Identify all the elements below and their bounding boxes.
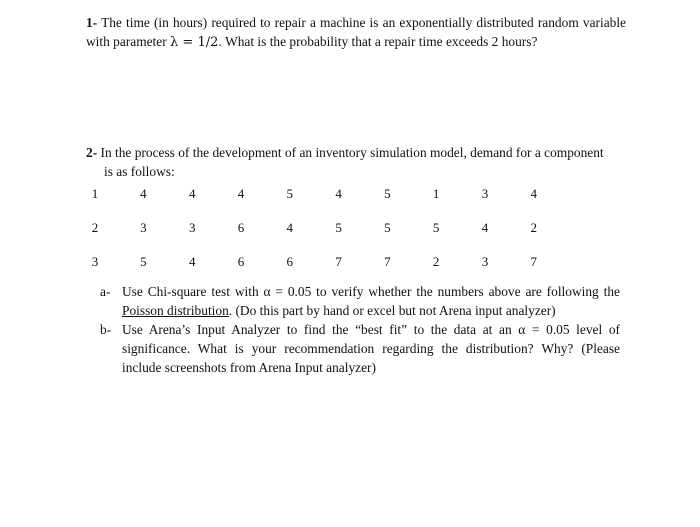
demand-cell: 4 [530, 186, 538, 201]
part-b [100, 320, 620, 377]
demand-cell: 4 [335, 186, 342, 201]
demand-cell: 5 [384, 220, 391, 235]
question-2-parts [100, 282, 620, 377]
question-1-parameter: λ = 1/2 [170, 35, 219, 50]
demand-cell: 5 [335, 220, 342, 235]
question-1-number: 1- [86, 15, 98, 30]
demand-cell: 3 [188, 220, 196, 235]
demand-cell: 4 [286, 220, 294, 235]
demand-cell: 5 [432, 220, 440, 235]
demand-cell: 4 [140, 186, 147, 201]
demand-cell: 5 [286, 186, 294, 201]
demand-cell: 2 [432, 254, 440, 269]
demand-cell: 4 [237, 186, 245, 201]
part-b-text: Use Arena’s Input Analyzer to find the “best fit” to the data at an α = 0.05 level of significance. What is your recommendation regarding the distribution? Why? (Please include screenshots from Arena Input analyzer) [122, 322, 620, 375]
question-2-intro-cont: is as follows: [104, 164, 175, 179]
question-1-text-end: . What is the probability that a repair time exceeds 2 hours? [218, 34, 538, 49]
demand-cell: 7 [384, 254, 391, 269]
row-index-cell: 1 [91, 186, 99, 201]
part-b-label: b- [100, 322, 112, 337]
demand-cell: 6 [237, 220, 245, 235]
demand-cell: 4 [188, 254, 196, 269]
demand-cell: 1 [432, 186, 440, 201]
demand-cell: 5 [140, 254, 147, 269]
demand-cell: 3 [140, 220, 147, 235]
demand-cell: 7 [335, 254, 342, 269]
demand-table [71, 186, 558, 288]
table-row [71, 220, 558, 254]
part-a-text [122, 282, 620, 320]
demand-cell: 4 [188, 186, 196, 201]
demand-cell: 6 [286, 254, 294, 269]
row-index-cell: 2 [91, 220, 99, 235]
part-a-text-2: . (Do this part by hand or excel but not Arena input analyzer) [228, 303, 556, 318]
part-a [100, 282, 620, 320]
demand-cell: 2 [530, 220, 538, 235]
question-1-text: The time (in hours) required to repair a machine is an exponentially distributed random variable with parameter [86, 15, 626, 49]
part-a-text-1: Use Chi-square test with α = 0.05 to verify whether the numbers above are following the [122, 284, 620, 299]
demand-cell: 7 [530, 254, 538, 269]
question-1 [86, 13, 626, 52]
demand-cell: 5 [384, 186, 391, 201]
question-2-intro: In the process of the development of an inventory simulation model, demand for a component [100, 145, 604, 160]
table-row [71, 186, 558, 220]
demand-cell: 4 [481, 220, 489, 235]
row-index-cell: 3 [91, 254, 99, 269]
part-a-label: a- [100, 284, 111, 299]
demand-cell: 3 [481, 254, 489, 269]
poisson-distribution-underlined: Poisson distribution [122, 303, 229, 318]
demand-cell: 3 [481, 186, 489, 201]
demand-cell: 6 [237, 254, 245, 269]
question-2 [86, 143, 626, 181]
question-2-number: 2- [86, 145, 98, 160]
